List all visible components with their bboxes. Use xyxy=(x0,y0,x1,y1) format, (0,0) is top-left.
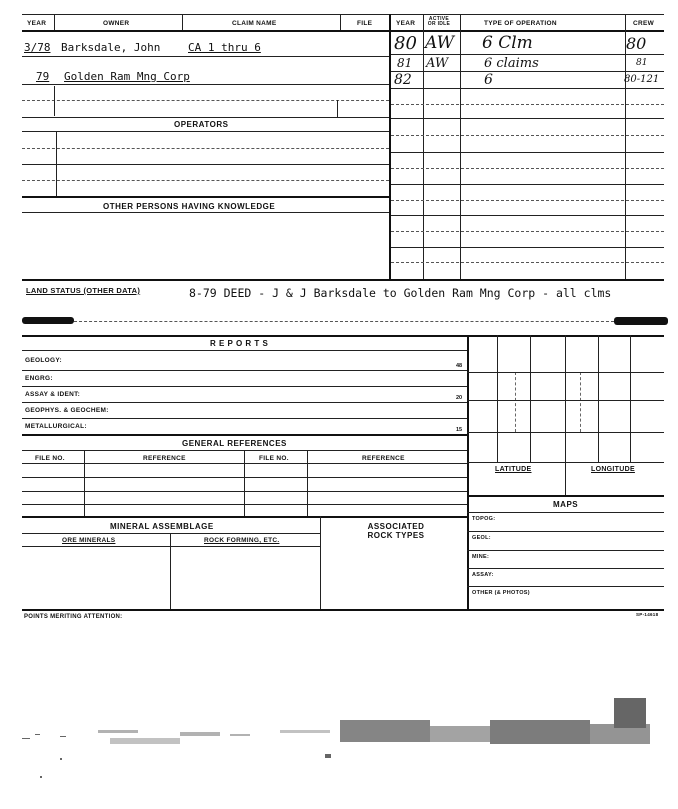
owner-row-2-year: 79 xyxy=(36,70,50,83)
report-assay-num: 20 xyxy=(456,395,463,401)
row-rule xyxy=(22,56,389,57)
row-rule xyxy=(22,418,467,419)
row-rule xyxy=(22,180,389,181)
general-references-heading: GENERAL REFERENCES xyxy=(182,439,287,448)
ref-reference-1: REFERENCE xyxy=(143,455,186,462)
divider xyxy=(340,14,341,30)
divider xyxy=(565,335,566,495)
row-rule xyxy=(391,184,664,185)
row-rule xyxy=(391,104,664,105)
row-rule xyxy=(391,71,664,72)
section-rule xyxy=(22,434,467,436)
row-rule xyxy=(22,463,467,464)
row-rule xyxy=(22,546,320,547)
owner-row-1-name: Barksdale, John xyxy=(61,41,161,54)
reports-heading: R E P O R T S xyxy=(210,339,269,348)
section-rule xyxy=(22,609,664,611)
row-rule xyxy=(467,462,664,463)
header-active-idle: ACTIVE OR IDLE xyxy=(427,16,451,27)
activity-2-status: AW xyxy=(426,56,449,71)
row-rule xyxy=(391,88,664,89)
divider xyxy=(598,335,599,462)
section-rule xyxy=(467,495,664,497)
rock-forming-col: ROCK FORMING, ETC. xyxy=(204,537,280,544)
map-other: OTHER (& PHOTOS) xyxy=(472,590,530,596)
divider xyxy=(515,372,516,432)
activity-1-status: AW xyxy=(425,33,455,53)
row-rule xyxy=(467,512,664,513)
report-geology-num: 48 xyxy=(456,363,463,369)
report-metallurgical: METALLURGICAL: xyxy=(25,423,87,430)
map-topog: TOPOG: xyxy=(472,516,496,522)
row-rule xyxy=(22,350,467,351)
row-rule xyxy=(22,491,467,492)
points-meriting-attention: POINTS MERITING ATTENTION: xyxy=(24,614,123,620)
header-type-of-operation: TYPE OF OPERATION xyxy=(484,20,557,27)
row-rule xyxy=(391,118,664,119)
row-rule xyxy=(22,402,467,403)
divider xyxy=(320,516,321,609)
row-rule xyxy=(22,131,389,132)
divider xyxy=(244,450,245,516)
divider xyxy=(170,533,171,609)
row-rule xyxy=(391,200,664,201)
form-code: SP-14618 xyxy=(636,612,659,617)
row-rule xyxy=(467,568,664,569)
scan-noise xyxy=(0,690,678,809)
divider xyxy=(337,100,338,117)
owner-row-1-claim: CA 1 thru 6 xyxy=(188,41,261,54)
header-claim-name: CLAIM NAME xyxy=(232,20,277,27)
report-geology: GEOLOGY: xyxy=(25,357,62,364)
row-rule xyxy=(22,148,389,149)
row-rule xyxy=(22,504,467,505)
section-rule xyxy=(22,279,664,281)
activity-3-crew: 80-121 xyxy=(624,74,660,85)
row-rule xyxy=(467,432,664,433)
top-rule xyxy=(22,14,664,15)
row-rule xyxy=(467,550,664,551)
header-rule xyxy=(22,30,664,32)
divider xyxy=(182,14,183,30)
section-rule xyxy=(22,516,467,518)
row-rule xyxy=(22,212,389,213)
divider xyxy=(307,450,308,516)
report-engrg: ENGRG: xyxy=(25,375,53,382)
row-rule xyxy=(22,477,467,478)
row-rule xyxy=(22,386,467,387)
map-mine: MINE: xyxy=(472,554,490,560)
other-persons-heading: OTHER PERSONS HAVING KNOWLEDGE xyxy=(103,202,276,211)
activity-3-year: 82 xyxy=(394,72,412,88)
latitude-label: LATITUDE xyxy=(495,466,532,473)
ore-minerals-col: ORE MINERALS xyxy=(62,537,116,544)
row-rule xyxy=(467,531,664,532)
land-status-value: 8-79 DEED - J & J Barksdale to Golden Ram Mng Corp - all clms xyxy=(189,286,612,300)
divider xyxy=(54,14,55,30)
activity-2-crew: 81 xyxy=(636,58,648,68)
activity-1-operation: 6 Clm xyxy=(482,33,533,53)
row-rule xyxy=(391,54,664,55)
row-rule xyxy=(74,321,614,322)
row-rule xyxy=(467,586,664,587)
map-geol: GEOL: xyxy=(472,535,491,541)
operators-heading: OPERATORS xyxy=(174,120,229,129)
report-metallurgical-num: 15 xyxy=(456,427,463,433)
row-rule xyxy=(391,152,664,153)
row-rule xyxy=(467,400,664,401)
associated-rock-types-heading: ASSOCIATED ROCK TYPES xyxy=(367,522,425,540)
divider xyxy=(630,335,631,462)
scan-smudge xyxy=(22,317,74,324)
header-owner: OWNER xyxy=(103,20,130,27)
row-rule xyxy=(22,533,320,534)
map-assay: ASSAY: xyxy=(472,572,494,578)
ref-file-no-2: FILE NO. xyxy=(259,455,289,462)
activity-2-year: 81 xyxy=(397,56,413,70)
report-geophys: GEOPHYS. & GEOCHEM: xyxy=(25,407,109,414)
maps-heading: MAPS xyxy=(553,500,579,509)
row-rule xyxy=(22,84,389,85)
header-year-2: YEAR xyxy=(396,20,416,27)
row-rule xyxy=(391,168,664,169)
activity-3-operation: 6 xyxy=(484,72,493,88)
ref-file-no-1: FILE NO. xyxy=(35,455,65,462)
activity-2-operation: 6 claims xyxy=(484,56,539,71)
row-rule xyxy=(22,196,389,198)
row-rule xyxy=(467,372,664,373)
row-rule xyxy=(22,164,389,165)
row-rule xyxy=(22,370,467,371)
longitude-label: LONGITUDE xyxy=(591,466,635,473)
row-rule xyxy=(391,135,664,136)
ref-reference-2: REFERENCE xyxy=(362,455,405,462)
section-rule xyxy=(22,335,664,337)
owner-row-1-year: 3/78 xyxy=(24,41,51,54)
divider xyxy=(497,335,498,462)
activity-1-year: 80 xyxy=(394,33,417,54)
row-rule xyxy=(391,215,664,216)
land-status-label: LAND STATUS (OTHER DATA) xyxy=(26,286,141,295)
header-file: FILE xyxy=(357,20,373,27)
row-rule xyxy=(22,100,389,101)
divider xyxy=(530,335,531,462)
row-rule xyxy=(22,117,389,118)
mineral-assemblage-heading: MINERAL ASSEMBLAGE xyxy=(110,522,214,531)
divider xyxy=(580,372,581,432)
report-assay: ASSAY & IDENT: xyxy=(25,391,81,398)
activity-1-crew: 80 xyxy=(626,34,647,53)
divider xyxy=(54,86,55,116)
row-rule xyxy=(391,231,664,232)
row-rule xyxy=(391,262,664,263)
row-rule xyxy=(391,247,664,248)
header-crew: CREW xyxy=(633,20,655,27)
header-year: YEAR xyxy=(27,20,47,27)
owner-row-2-name: Golden Ram Mng Corp xyxy=(64,70,190,83)
scan-smudge xyxy=(614,317,668,325)
divider xyxy=(84,450,85,516)
